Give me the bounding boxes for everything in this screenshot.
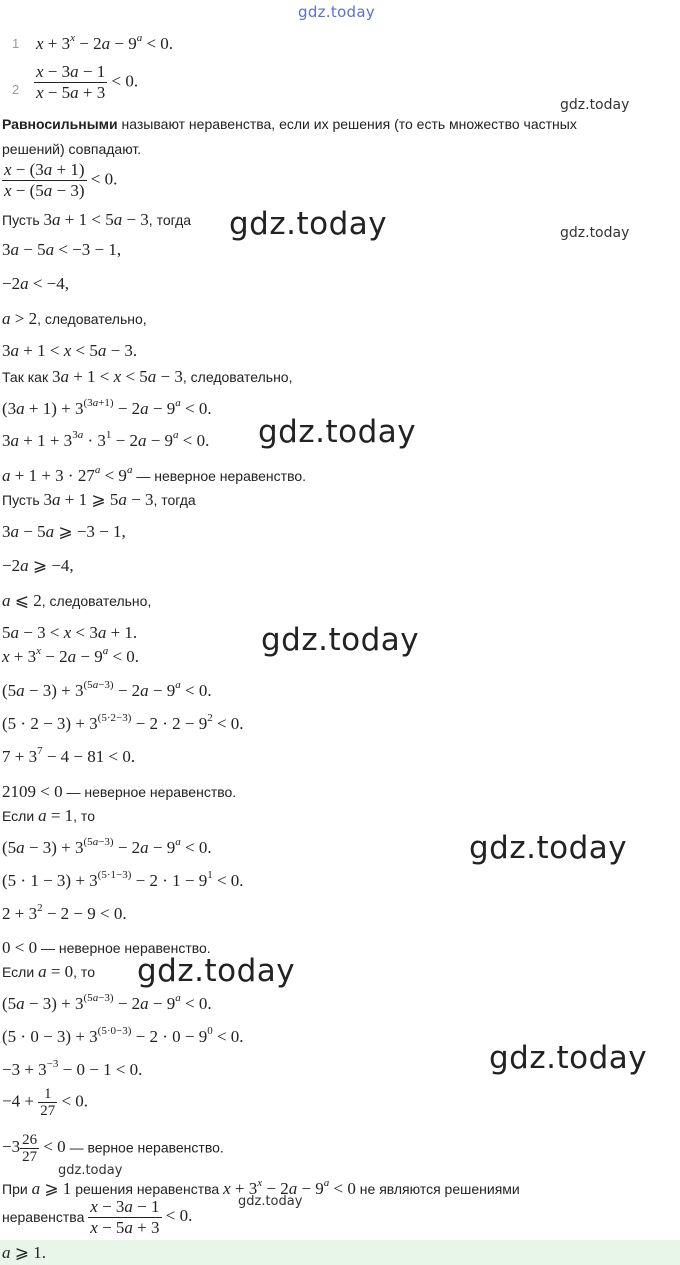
- definition-term: Равносильными: [2, 116, 118, 132]
- watermark-big-3: gdz.today: [261, 622, 420, 658]
- not-solutions-text-2: не являются решениями: [355, 1181, 520, 1197]
- step-20: $2 + 3^2 - 2 - 9 < 0$.: [2, 902, 127, 923]
- step-24: $-3 + 3^{-3} - 0 - 1 < 0$.: [2, 1058, 143, 1079]
- if-word-2: Если: [2, 964, 39, 980]
- step-10: −2a ⩾ −4,: [2, 556, 74, 575]
- to-word-1: , то: [73, 808, 95, 824]
- list-number-2-text: 2: [12, 82, 20, 97]
- step-13: $x + 3^x - 2a - 9^a < 0$.: [2, 645, 140, 666]
- step-19: $(5 \cdot 1 - 3) + 3^{(5\cdot 1-3)} - 2 \cdot 1 - 9^1 < 0$.: [2, 869, 244, 890]
- case-1-intro: Пусть 3a + 1 < 5a − 3, тогда: [2, 210, 192, 229]
- to-word-2: , то: [73, 964, 95, 980]
- definition-line-2: решений) совпадают.: [2, 141, 142, 157]
- watermark-big-4: gdz.today: [469, 830, 628, 866]
- inequality-2: $\frac{x - 3a - 1}{x - 5a + 3}$ < 0.: [36, 62, 139, 102]
- let-word: Пусть: [2, 212, 44, 228]
- case-a1-intro: Если a = 1, то: [2, 806, 95, 825]
- case-2-intro: Пусть 3a + 1 ⩾ 5a − 3, тогда: [2, 490, 196, 509]
- step-4: 3a + 1 < x < 5a − 3.: [2, 341, 138, 360]
- watermark-small-2: gdz.today: [560, 225, 630, 241]
- watermark-big-2: gdz.today: [258, 414, 417, 450]
- watermark-small-4: gdz.today: [238, 1194, 303, 1209]
- step-6: $(3a + 1) + 3^{(3a+1)} - 2a - 9^a < 0$.: [2, 397, 212, 418]
- step-22: $(5a - 3) + 3^{(5a-3)} - 2a - 9^a < 0$.: [2, 992, 212, 1013]
- step-1: 3a − 5a < −3 − 1,: [2, 240, 122, 259]
- list-number-1: 1: [12, 36, 20, 51]
- false-note-3: — неверное неравенство.: [37, 940, 211, 956]
- step-8: $a + 1 + 3 \cdot 27^a < 9^a$ — неверное неравенство.: [2, 464, 307, 485]
- step-18: $(5a - 3) + 3^{(5a-3)} - 2a - 9^a < 0$.: [2, 836, 212, 857]
- step-2: −2a < −4,: [2, 274, 70, 293]
- step-9: 3a − 5a ⩾ −3 − 1,: [2, 522, 126, 541]
- then-word: , тогда: [148, 212, 192, 228]
- step-12: 5a − 3 < x < 3a + 1.: [2, 623, 138, 642]
- watermark-big-6: gdz.today: [489, 1040, 648, 1076]
- hence-2: , следовательно,: [182, 369, 293, 385]
- step-11: a ⩽ 2, следовательно,: [2, 591, 152, 610]
- conclusion-line-2: неравенства $\frac{x - 3a - 1}{x - 5a + 3}$ < 0.: [2, 1197, 193, 1237]
- step-3: a > 2, следовательно,: [2, 309, 147, 328]
- step-15: $(5 \cdot 2 - 3) + 3^{(5\cdot 2-3)} - 2 \cdot 2 - 9^2 < 0$.: [2, 712, 244, 733]
- answer: a ⩾ 1.: [2, 1243, 46, 1262]
- watermark-big-1: gdz.today: [229, 206, 388, 242]
- then-word-2: , тогда: [153, 492, 196, 508]
- answer-highlight: [0, 1240, 680, 1265]
- case-a0-intro: Если a = 0, то: [2, 962, 95, 981]
- step-7: $3a + 1 + 3^{3a} \cdot 3^1 - 2a - 9^a < 0$.: [2, 429, 210, 450]
- step-16: $7 + 3^7 - 4 - 81 < 0$.: [2, 745, 136, 766]
- not-solutions-text: решения неравенства: [71, 1181, 224, 1197]
- let-word-2: Пусть: [2, 492, 44, 508]
- ineq-word: неравенства: [2, 1209, 89, 1226]
- true-note: — верное неравенство.: [65, 1139, 224, 1156]
- equivalent-inequality: $\frac{x - (3a + 1)}{x - (5a - 3)}$ < 0.: [4, 160, 118, 200]
- hence-1: , следовательно,: [37, 311, 147, 327]
- step-5: Так как 3a + 1 < x < 5a − 3, следовательно,: [2, 367, 293, 386]
- if-word-1: Если: [2, 808, 39, 824]
- watermark-small-1: gdz.today: [560, 97, 630, 113]
- step-23: $(5 \cdot 0 - 3) + 3^{(5\cdot 0-3)} - 2 \cdot 0 - 9^0 < 0$.: [2, 1025, 244, 1046]
- step-17: 2109 < 0 — неверное неравенство.: [2, 782, 237, 801]
- step-14: $(5a - 3) + 3^{(5a-3)} - 2a - 9^a < 0$.: [2, 679, 212, 700]
- when-word: При: [2, 1181, 32, 1197]
- definition-line-1: [2, 116, 577, 132]
- list-number-2: [12, 82, 19, 97]
- conclusion-line-1: При a ⩾ 1 решения неравенства $x + 3^x - 2a - 9^a < 0$ не являются решениями: [2, 1177, 520, 1198]
- false-note-2: — неверное неравенство.: [62, 784, 237, 800]
- watermark-small-3: gdz.today: [58, 1163, 123, 1178]
- hence-3: , следовательно,: [41, 593, 152, 609]
- definition-text: называют неравенства, если их решения (то есть множество частных: [117, 116, 577, 132]
- watermark-top: gdz.today: [298, 3, 376, 21]
- step-25: −4 + $\frac{1}{27}$ < 0.: [2, 1086, 89, 1119]
- false-note-1: — неверное неравенство.: [132, 468, 307, 484]
- since-word: Так как: [2, 369, 52, 385]
- inequality-1: $x + 3^x - 2a - 9^a < 0$.: [36, 32, 174, 53]
- step-26: −3 $\frac{26}{27}$ < 0 — верное неравенство.: [2, 1132, 224, 1165]
- step-21: 0 < 0 — неверное неравенство.: [2, 938, 211, 957]
- watermark-big-5: gdz.today: [137, 953, 296, 989]
